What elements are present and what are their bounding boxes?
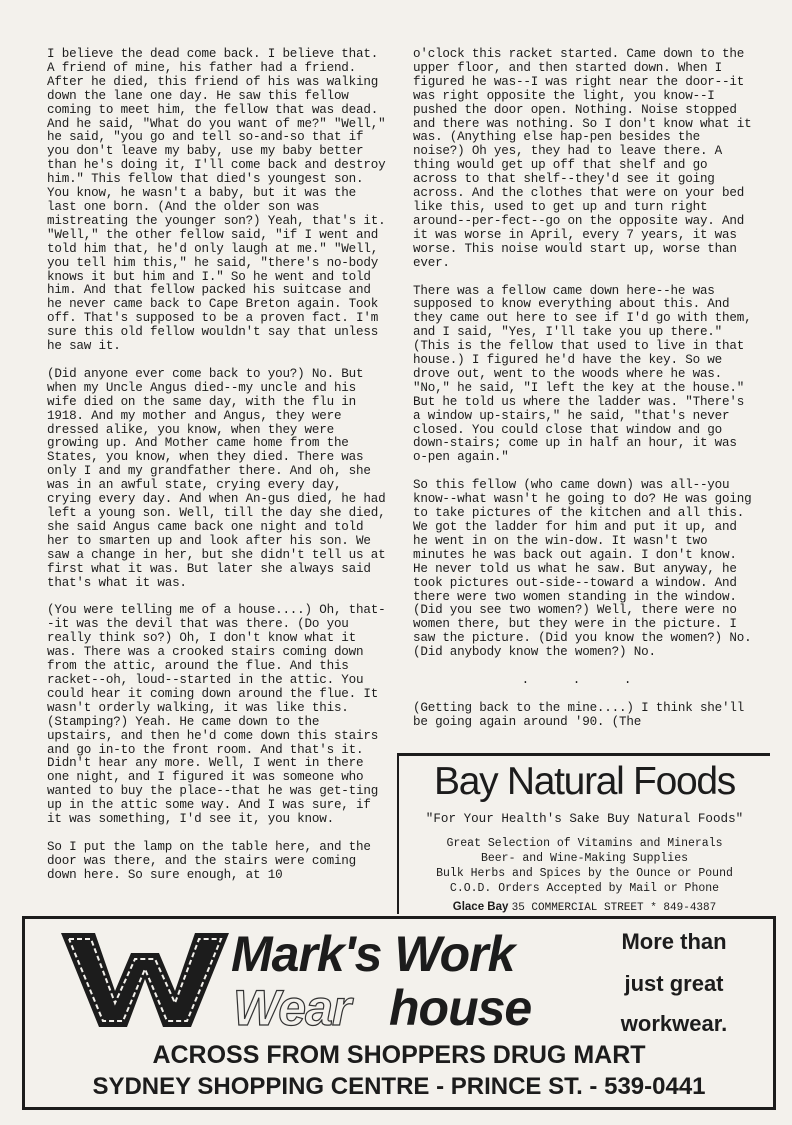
bay-ad-town: Glace Bay: [452, 901, 509, 913]
article-paragraph: (Getting back to the mine....) I think she'll be going again around '90. (The: [413, 700, 745, 729]
bay-ad-tagline: "For Your Health's Sake Buy Natural Foods": [425, 812, 744, 826]
article-paragraph: There was a fellow came down here--he was supposed to know everything about this. And they came out here to see if I'd go with them, and I said, "Yes, I'll take you up there." (This is the fellow that used to live in that house.) I figured he'd have the key. So we drove out, went to the woods where he was. "No," he said, "I left the key at the house." But he told us where the ladder was. "There's a window up-stairs," he said, "that's never closed. You could close that window and go down-stairs; come up in half an hour, it was o-pen again.": [413, 283, 752, 465]
bay-ad-service: Beer- and Wine-Making Supplies: [480, 852, 689, 865]
marks-ad-address: SYDNEY SHOPPING CENTRE - PRINCE ST. - 539-0441: [92, 1073, 706, 1100]
article-paragraph: So this fellow (who came down) was all--you know--what wasn't he going to do? He was going to take pictures of the kitchen and all this. We got the ladder for him and put it up, and he went in on the win-dow. It wasn't two minutes he was back out again. I don't know. He never told us what he saw. But anyway, he took pictures out-side--toward a window. And there were two women standing in the window. (Did you see two women?) Well, there were no women there, but they were in the picture. I saw the picture. (Did you know the women?) No. (Did anybody know the women?) No.: [413, 478, 752, 660]
article-paragraph: I believe the dead come back. I believe that. A friend of mine, his father had a friend. After he died, this friend of his was walking down the lane one day. He saw this fellow coming to meet him, the fellow that was dead. And he said, "What do you want of me?" "Well," he said, "you go and tell so-and-so that if you don't leave my baby, use my baby better than he's doing it, I'll come back and destroy him." This fellow that died's youngest son. You know, he wasn't a baby, but it was the last one born. (And the older son was mistreating the younger son?) Yeah, that's it. "Well," the other fellow said, "if I went and told him that, he'd only laugh at me." "Well, you tell him this," he said, "there's no-body knows it but him and I." So he went and told him. And that fellow packed his suitcase and he never came back to Cape Breton again. Took off. That's supposed to be a proven fact. I'm sure this old fellow wouldn't say that unless he saw it.: [47, 47, 386, 354]
w-logo-icon: [61, 933, 229, 1027]
bay-ad-service: Bulk Herbs and Spices by the Ounce or Pound: [436, 867, 733, 880]
bay-ad-services: [399, 836, 770, 896]
marks-slogan-line: just great: [624, 971, 724, 996]
marks-work-wearhouse-ad: [22, 916, 776, 1110]
article-left-column: [47, 48, 387, 897]
article-paragraph: o'clock this racket started. Came down to the upper floor, and then started down. When I figured he was--I was right near the door--it was right opposite the light, you know--I pushed the door open. Nothing. Noise stopped and there was nothing. So I don't know what it was. (Anything else hap-pen besides the noise?) Oh yes, they had to leave there. A thing would get up off that shelf and go across to that shelf--they'd see it going across. And the clothes that were on your bed like this, used to get up and turn right around--per-fect--go on the opposite way. And it was worse in April, every 7 years, it was worse. This noise would start up, worse than ever.: [413, 47, 752, 270]
article-paragraph: (Did anyone ever come back to you?) No. But when my Uncle Angus died--my uncle and his wife died on the same day, with the flu in 1918. And my mother and Angus, they were dressed alike, you know, when they were growing up. And Mother came home from the States, you know, when they died. There was only I and my grandfather there. And oh, she was in an awful state, crying every day, crying every day. And when An-gus died, he had left a young son. Well, till the day she died, she said Angus came back one night and told her to smarten up and look after his son. We saw a change in her, but she didn't tell us at first what it was. But later she always said that's what it was.: [47, 366, 386, 590]
section-separator: . . .: [521, 673, 650, 688]
bay-ad-service: Great Selection of Vitamins and Minerals: [446, 837, 723, 850]
marks-ad-location: ACROSS FROM SHOPPERS DRUG MART: [152, 1041, 646, 1069]
brand-name-house: house: [389, 980, 532, 1036]
bay-ad-location-glace-bay: [399, 900, 770, 916]
article-right-column: [413, 48, 758, 744]
bay-ad-address: 35 COMMERCIAL STREET * 849-4387: [511, 902, 717, 914]
bay-ad-title: Bay Natural Foods: [434, 760, 735, 803]
marks-slogan-line: workwear.: [620, 1011, 728, 1036]
brand-name-marks-work: Mark's Work: [231, 926, 515, 982]
brand-name-wear: Wear: [233, 980, 351, 1036]
marks-slogan-line: More than: [621, 929, 727, 954]
article-paragraph: (You were telling me of a house....) Oh, that--it was the devil that was there. (Do you really think so?) Oh, I don't know what it was. There was a crooked stairs coming down from the attic, around the flue. And this racket--oh, loud--started in the attic. You could hear it coming down around the flue. It wasn't orderly walking, it was like this. (Stamping?) Yeah. He came down to the upstairs, and then he'd come down this stairs and go in-to the front room. And that's it. Didn't hear any more. Well, I went in there one night, and I figured it was someone who wanted to buy the place--that he was get-ting up in the attic some way. And I was sure, if it was something, I'd see it, you know.: [47, 603, 386, 827]
bay-natural-foods-ad: [397, 753, 770, 914]
bay-ad-service: C.O.D. Orders Accepted by Mail or Phone: [449, 882, 720, 895]
article-paragraph: So I put the lamp on the table here, and the door was there, and the stairs were coming down here. So sure enough, at 10: [47, 839, 371, 882]
